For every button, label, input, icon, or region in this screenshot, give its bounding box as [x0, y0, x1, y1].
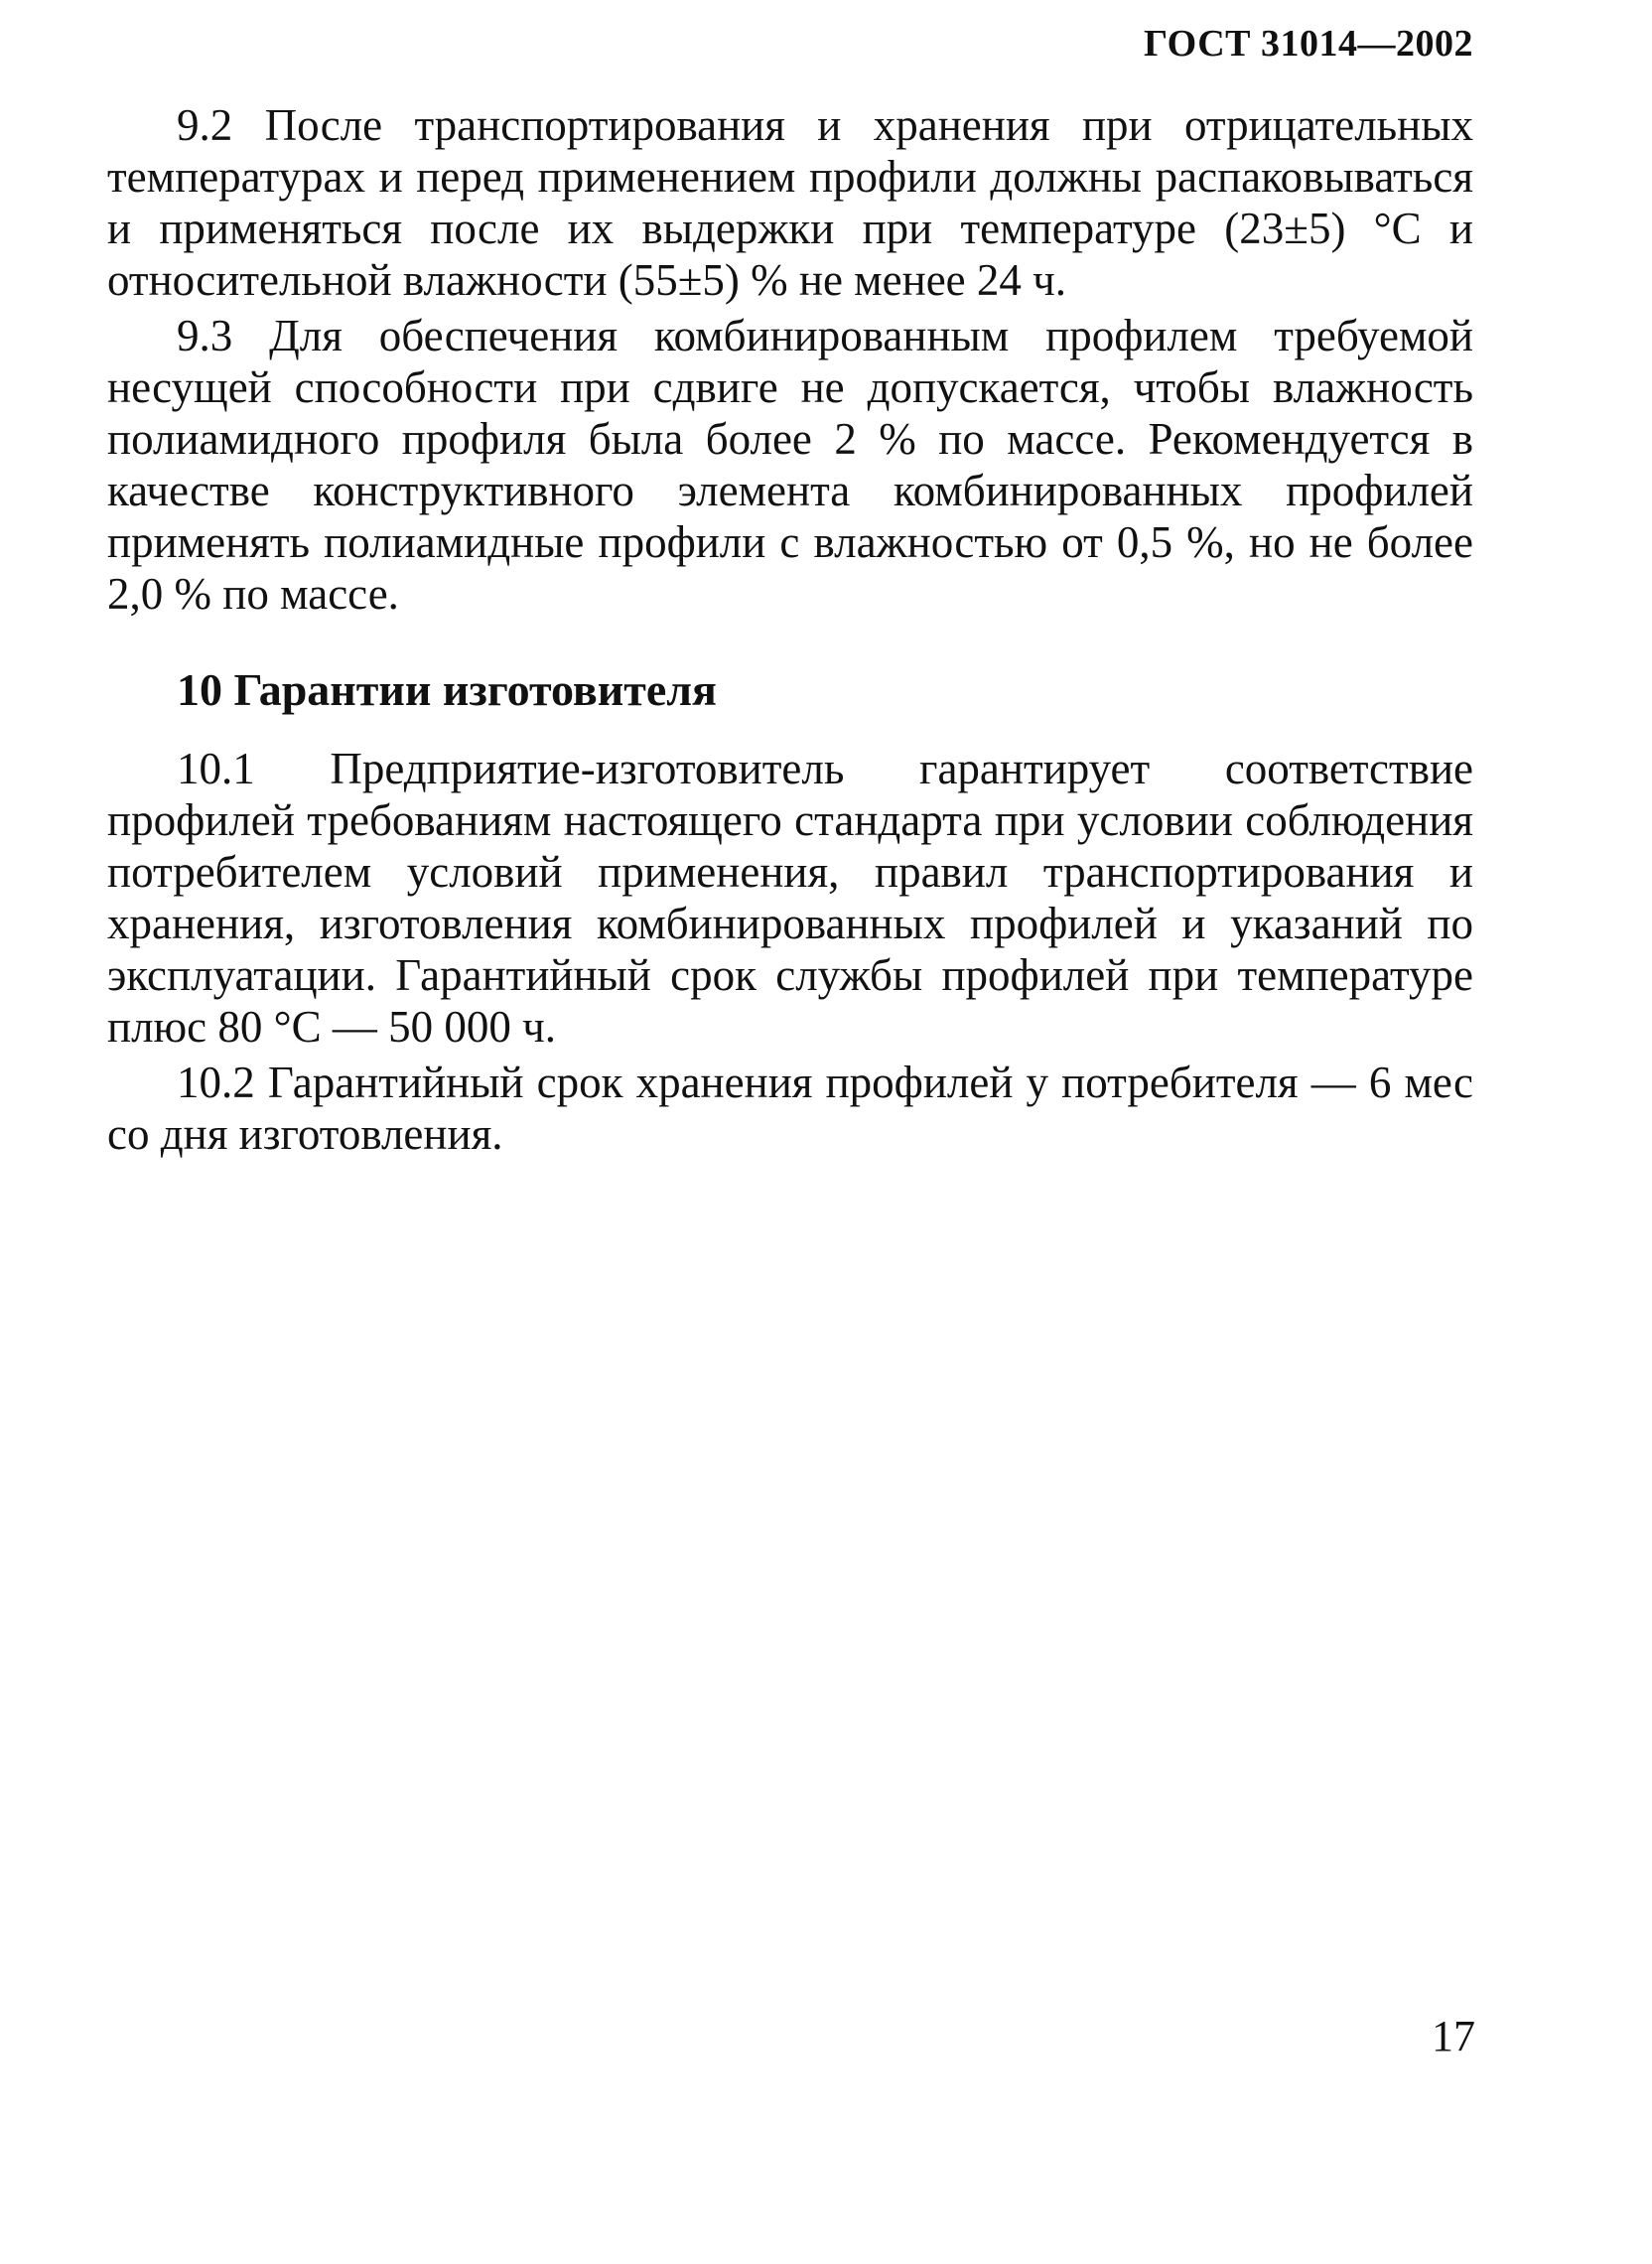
paragraph-10-1: 10.1 Предприятие-изготовитель гарантирует соответствие профилей требованиям настоящего стандарта при условии соблюдения потребителем условий применения, правил транспортирования и хранения, изготовления комбинированных профилей и указаний по эксплуатации. Гарантийный срок службы профилей при температуре плюс 80 °С — 50 000 ч. [107, 744, 1473, 1052]
document-header: ГОСТ 31014—2002 [1143, 23, 1473, 65]
paragraph-9-2: 9.2 После транспортирования и хранения при отрицательных температурах и перед применением профили должны распаковываться и применяться после их выдержки при температуре (23±5) °С и относительной влажности (55±5) % не менее 24 ч. [107, 100, 1473, 305]
paragraph-10-2: 10.2 Гарантийный срок хранения профилей у потребителя — 6 мес со дня изготовления. [107, 1058, 1473, 1159]
section-heading: 10 Гарантии изготовителя [177, 664, 717, 715]
page-number: 17 [1432, 2012, 1475, 2060]
page-content [107, 99, 1473, 1160]
paragraph-9-3: 9.3 Для обеспечения комбинированным профилем требуемой несущей способности при сдвиге не допускается, чтобы влажность полиамидного профиля была более 2 % по массе. Рекомендуется в качестве конструктивного элемента комбинированных профилей применять полиамидные профили с влажностью от 0,5 %, но не более 2,0 % по массе. [107, 311, 1473, 619]
